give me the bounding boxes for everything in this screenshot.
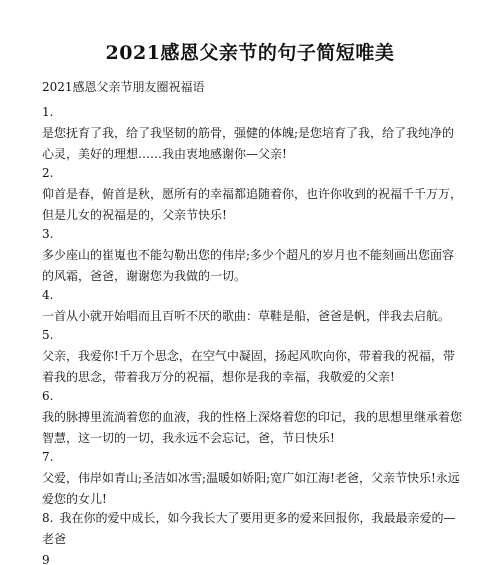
item-text: 父亲，我爱你!千万个思念，在空气中凝固，扬起风吹向你，带着我的祝福，带着我的思念，带着我万分的祝福，想你是我的幸福，我敬爱的父亲!: [42, 349, 455, 384]
item-number: 4.: [42, 288, 54, 302]
list-item: [42, 386, 462, 449]
list-item: [42, 285, 462, 327]
list-item: [42, 508, 462, 550]
item-text: 我的脉搏里流淌着您的血液，我的性格上深烙着您的印记，我的思想里继承着您智慧，这一切的一切，我永远不会忘记，爸，节日快乐!: [42, 410, 463, 445]
list-item: [42, 550, 462, 565]
item-number: 7.: [42, 450, 54, 464]
item-text: 多少座山的崔嵬也不能勾勒出您的伟岸;多少个超凡的岁月也不能刻画出您面容的风霜，爸爸，谢谢您为我做的一切。: [42, 248, 455, 283]
item-number: 9: [42, 553, 50, 565]
list-item: [42, 325, 462, 388]
list-item: [42, 102, 462, 165]
item-number: 5.: [42, 328, 54, 342]
section-subtitle: 2021感恩父亲节朋友圈祝福语: [42, 80, 205, 94]
item-body: 我在你的爱中成长，如今我长大了要用更多的爱来回报你，我最最亲爱的—老爸: [42, 511, 456, 546]
list-item: [42, 224, 462, 287]
item-number: 1.: [42, 105, 54, 119]
item-text: 父爱，伟岸如青山;圣洁如冰雪;温暖如娇阳;宽广如江海!老爸，父亲节快乐!永远爱您的女儿!: [42, 471, 460, 506]
item-text: 仰首是春，俯首是秋，愿所有的幸福都追随着你，也许你收到的祝福千千万万，但是儿女的祝福是的，父亲节快乐!: [42, 187, 463, 222]
item-text: 一首从小就开始唱而且百听不厌的歌曲：草鞋是船，爸爸是帆，伴我去启航。: [42, 309, 451, 323]
item-text: 是您抚育了我，给了我坚韧的筋骨，强健的体魄;是您培育了我，给了我纯净的心灵，美好的理想……我由衷地感谢你—父亲!: [42, 126, 455, 161]
page-title: 2021感恩父亲节的句子简短唯美: [105, 42, 395, 64]
list-item: [42, 163, 462, 226]
list-item: [42, 447, 462, 510]
item-number: 8.: [42, 511, 54, 525]
item-number: 3.: [42, 227, 54, 241]
item-number: 6.: [42, 389, 54, 403]
item-text: [42, 508, 462, 550]
item-number: 2.: [42, 166, 54, 180]
